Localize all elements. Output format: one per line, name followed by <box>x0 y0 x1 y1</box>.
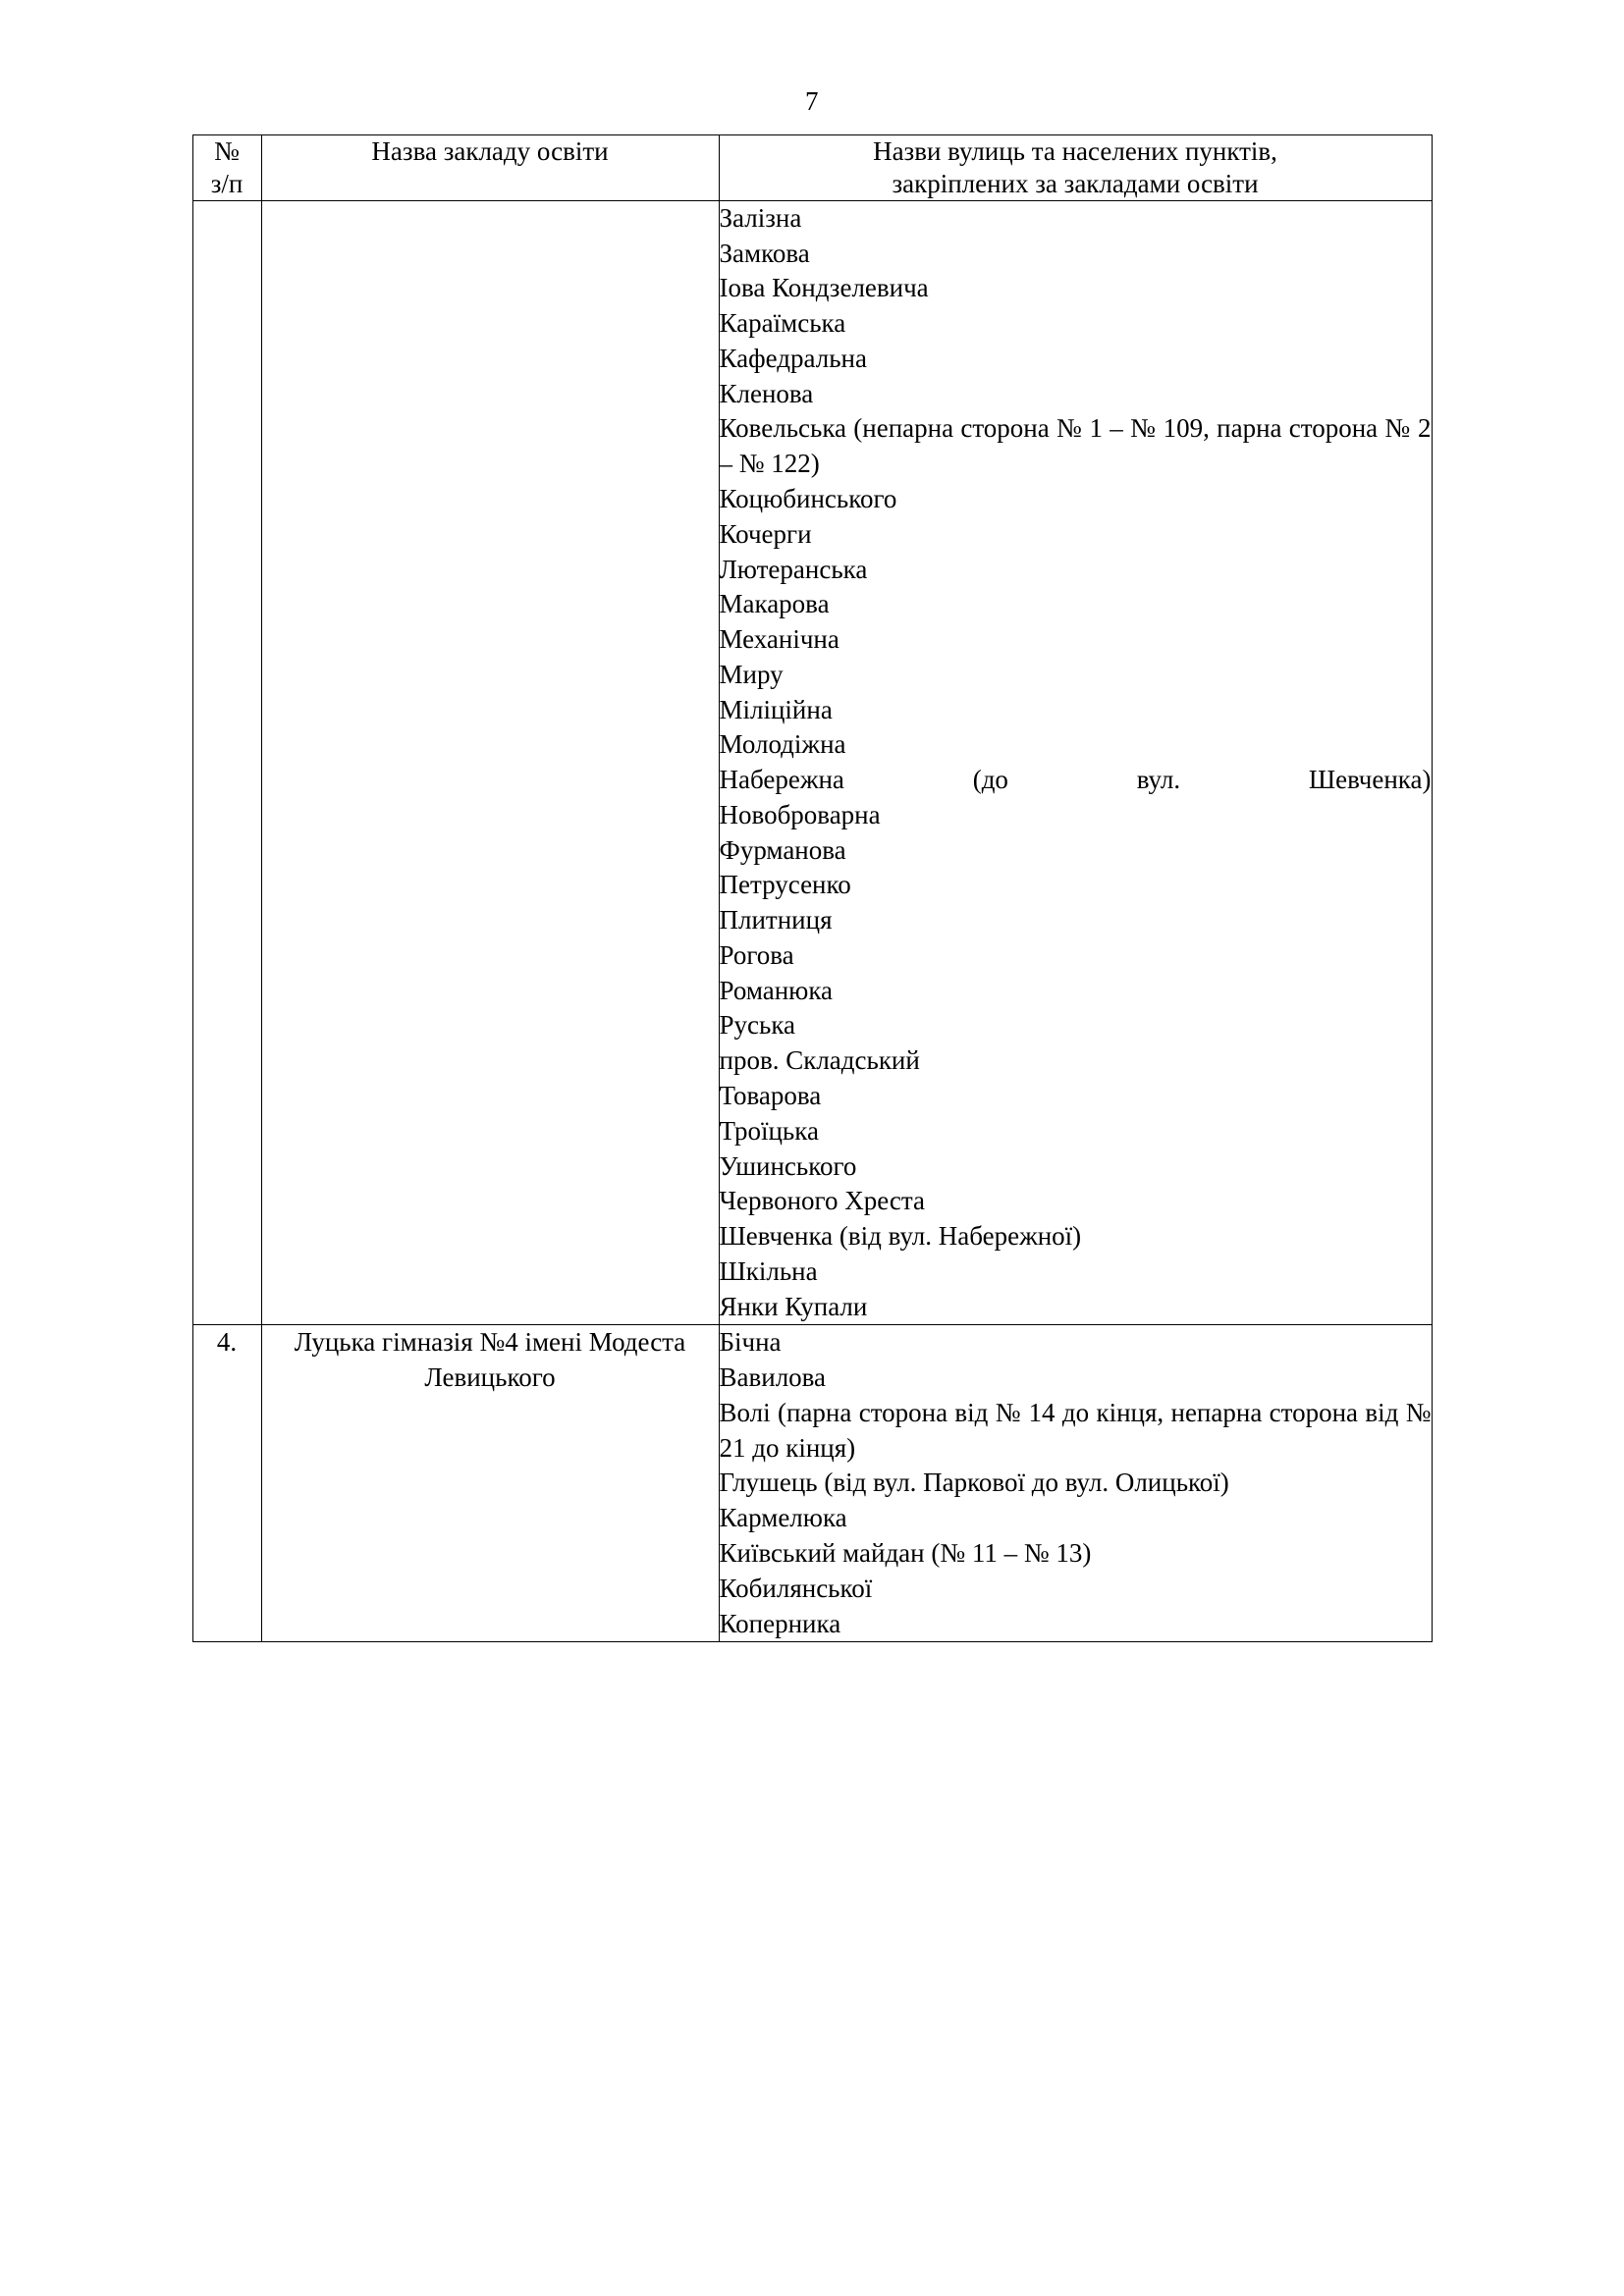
street-item: Троїцька <box>719 1115 819 1146</box>
row-number: 4. <box>192 1325 261 1642</box>
row-number <box>192 200 261 1325</box>
street-item: Фурманова <box>719 834 846 865</box>
street-item: Червоного Хреста <box>719 1186 925 1216</box>
header-cell-number <box>192 135 261 201</box>
row-streets <box>719 1325 1432 1642</box>
street-item: Караїмська <box>719 308 846 339</box>
street-item: Петрусенко <box>719 870 851 900</box>
street-item: Янки Купали <box>719 1291 868 1321</box>
street-item: Вавилова <box>719 1362 827 1393</box>
street-item: Рогова <box>719 939 794 970</box>
street-item: Волі (парна сторона від № 14 до кінця, непарна сторона від № 21 до кінця) <box>719 1397 1432 1463</box>
street-item: Руська <box>719 1010 796 1041</box>
header-cell-streets <box>719 135 1432 201</box>
street-item: Кафедральна <box>719 343 867 373</box>
street-item: Набережна (до вул. Шевченка) <box>719 765 1432 795</box>
street-item: Миру <box>719 659 784 689</box>
table-row <box>192 1325 1432 1642</box>
header-cell-institution <box>261 135 719 201</box>
street-item: Коперника <box>719 1608 841 1638</box>
street-item: Плитниця <box>719 905 833 935</box>
street-item: пров. Складський <box>719 1045 920 1076</box>
header-streets-line2: закріплених за закладами освіти <box>892 168 1259 198</box>
street-item: Ковельська (непарна сторона № 1 – № 109, парна сторона № 2 – № 122) <box>719 413 1432 479</box>
street-item: Іова Кондзелевича <box>719 273 929 303</box>
street-item: Макарова <box>719 589 830 619</box>
page-number: 7 <box>805 86 819 116</box>
header-number-line1: № <box>214 136 240 166</box>
street-item: Кармелюка <box>719 1503 847 1533</box>
row-streets <box>719 200 1432 1325</box>
street-item: Бічна <box>719 1327 782 1358</box>
street-item: Кочерги <box>719 518 812 549</box>
street-item: Коцюбинського <box>719 484 897 513</box>
header-institution-label: Назва закладу освіти <box>371 136 609 166</box>
row-institution: Луцька гімназія №4 імені Модеста Левицького <box>261 1325 719 1642</box>
street-item: Глушець (від вул. Паркової до вул. Олицької) <box>719 1468 1229 1498</box>
street-item: Кобилянської <box>719 1573 873 1603</box>
street-item: Молодіжна <box>719 729 846 760</box>
street-item: Залізна <box>719 202 802 233</box>
street-item: Замкова <box>719 238 810 268</box>
street-item: Механічна <box>719 624 839 655</box>
street-item: Шевченка (від вул. Набережної) <box>719 1221 1082 1252</box>
street-item: Лютеранська <box>719 554 868 584</box>
street-item: Ушинського <box>719 1150 857 1181</box>
streets-assignment-table <box>192 134 1433 1642</box>
street-item: Романюка <box>719 975 834 1005</box>
street-item: Київський майдан (№ 11 – № 13) <box>719 1537 1092 1568</box>
street-item: Новоброварна <box>719 799 881 829</box>
table-header-row <box>192 135 1432 201</box>
street-item: Шкільна <box>719 1255 818 1286</box>
street-item: Міліційна <box>719 694 833 724</box>
row-institution <box>261 200 719 1325</box>
header-streets-line1: Назви вулиць та населених пунктів, <box>873 136 1277 166</box>
street-item: Товарова <box>719 1081 822 1111</box>
header-number-line2: з/п <box>210 168 244 198</box>
street-item: Кленова <box>719 378 814 408</box>
table-row <box>192 200 1432 1325</box>
